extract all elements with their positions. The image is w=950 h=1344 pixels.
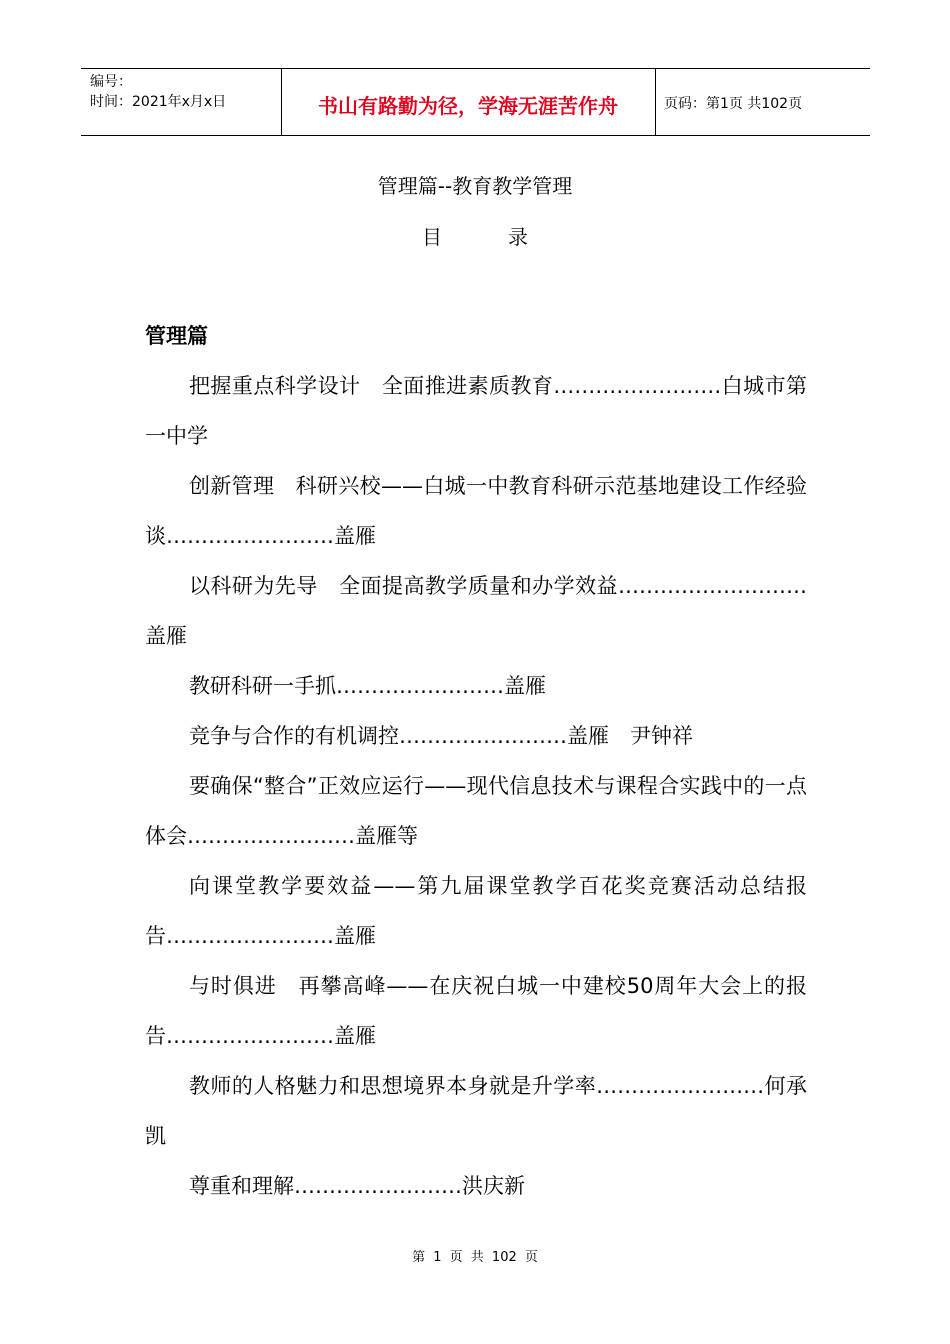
toc-entry-list bbox=[145, 361, 807, 1211]
toc-entry: 竞争与合作的有机调控……………………盖雁 尹钟祥 bbox=[189, 724, 693, 748]
header-date-label: 时间：2021年x月x日 bbox=[90, 94, 227, 110]
header-number-label: 编号： bbox=[90, 74, 132, 90]
toc-entry: 教研科研一手抓……………………盖雁 bbox=[189, 674, 546, 698]
toc-entry: 创新管理 科研兴校——白城一中教育科研示范基地建设工作经验谈……………………盖雁 bbox=[145, 474, 807, 548]
header-page-info: 页码：第1页 共102页 bbox=[664, 96, 803, 112]
toc-title-char-1: 目 bbox=[422, 225, 442, 249]
toc-entry: 尊重和理解……………………洪庆新 bbox=[189, 1174, 525, 1198]
toc-entry: 要确保“整合”正效应运行——现代信息技术与课程合实践中的一点体会……………………盖雁等 bbox=[145, 774, 807, 848]
header-meta bbox=[90, 72, 226, 112]
page-footer: 第 1 页 共 102 页 bbox=[412, 1250, 538, 1265]
header-top-rule bbox=[81, 68, 870, 69]
toc-title bbox=[0, 221, 950, 250]
toc-entry: 以科研为先导 全面提高教学质量和办学效益………………………盖雁 bbox=[145, 574, 807, 648]
header-divider-right bbox=[655, 68, 656, 135]
section-heading: 管理篇 bbox=[145, 324, 208, 348]
toc-entry: 把握重点科学设计 全面推进素质教育……………………白城市第一中学 bbox=[145, 374, 807, 448]
toc-entry: 与时俱进 再攀高峰——在庆祝白城一中建校50周年大会上的报告……………………盖雁 bbox=[145, 974, 807, 1048]
toc-entry: 教师的人格魅力和思想境界本身就是升学率……………………何承凯 bbox=[145, 1074, 807, 1148]
document-title: 管理篇--教育教学管理 bbox=[377, 174, 573, 198]
toc-entry: 向课堂教学要效益——第九届课堂教学百花奖竞赛活动总结报告……………………盖雁 bbox=[145, 874, 807, 948]
toc-title-char-2: 录 bbox=[508, 225, 528, 249]
header-motto: 书山有路勤为径，学海无涯苦作舟 bbox=[318, 94, 618, 118]
header-bottom-rule bbox=[81, 135, 870, 136]
